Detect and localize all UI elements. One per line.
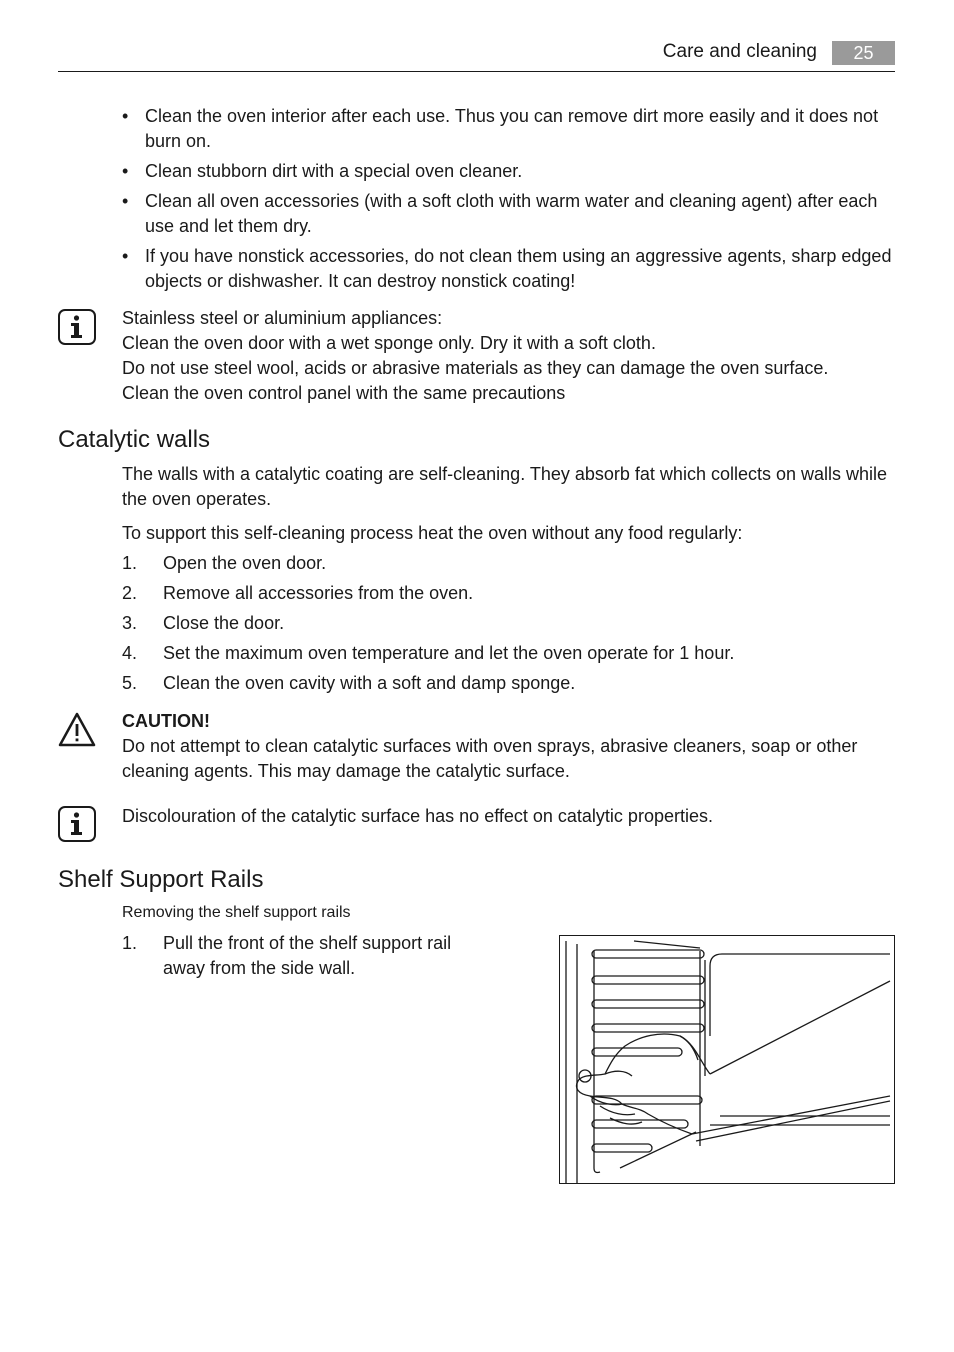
- note-title: Stainless steel or aluminium appliances:: [122, 308, 443, 328]
- shelf-subheading: Removing the shelf support rails: [122, 904, 351, 921]
- step-item: 4. Set the maximum oven temperature and let the oven operate for 1 hour.: [122, 643, 735, 663]
- catalytic-paragraph-2: To support this self-cleaning process heat the oven without any food regularly:: [122, 523, 743, 543]
- caution-title: CAUTION!: [122, 711, 210, 731]
- section-title: Care and cleaning: [662, 41, 817, 62]
- warning-icon: [57, 711, 97, 749]
- cleaning-tips-list: [122, 104, 892, 299]
- page-number: 25: [832, 41, 895, 65]
- page-header: [58, 38, 895, 72]
- step-item: 3. Close the door.: [122, 613, 285, 633]
- catalytic-steps: [122, 551, 882, 701]
- shelf-heading: Shelf Support Rails: [58, 866, 264, 893]
- info-icon: [58, 309, 96, 345]
- list-item: • If you have nonstick accessories, do not clean them using an aggressive agents, sharp edged objects or dishwasher. It can destroy nonstick coating!: [122, 244, 892, 294]
- note-line: Clean the oven door with a wet sponge only. Dry it with a soft cloth.: [122, 333, 656, 353]
- step-item: 1. Open the oven door.: [122, 553, 327, 573]
- shelf-rail-illustration: [559, 935, 895, 1184]
- list-item: • Clean the oven interior after each use. Thus you can remove dirt more easily and it does not burn on.: [122, 104, 892, 154]
- info-note-stainless: [122, 306, 902, 406]
- step-text: Pull the front of the shelf support rail away from the side wall.: [163, 933, 452, 978]
- list-item: • Clean all oven accessories (with a soft cloth with warm water and cleaning agent) after each use and let them dry.: [122, 189, 892, 239]
- step-number: 1.: [122, 933, 138, 953]
- caution-note: [122, 709, 902, 784]
- step-item: 5. Clean the oven cavity with a soft and damp sponge.: [122, 673, 576, 693]
- note-line: Do not use steel wool, acids or abrasive materials as they can damage the oven surface.: [122, 358, 829, 378]
- note-line: Clean the oven control panel with the same precautions: [122, 383, 566, 403]
- catalytic-heading: Catalytic walls: [58, 426, 211, 453]
- info-icon: [58, 806, 96, 842]
- caution-text: Do not attempt to clean catalytic surfaces with oven sprays, abrasive cleaners, soap or other cleaning agents. This may damage the catalytic surface.: [122, 736, 858, 781]
- list-item: • Clean stubborn dirt with a special oven cleaner.: [122, 159, 892, 184]
- shelf-step: [122, 931, 492, 981]
- catalytic-paragraph-1: The walls with a catalytic coating are self-cleaning. They absorb fat which collects on walls while the oven operates.: [122, 464, 888, 509]
- info-note-discolouration: Discolouration of the catalytic surface has no effect on catalytic properties.: [122, 806, 713, 826]
- step-item: 2. Remove all accessories from the oven.: [122, 583, 474, 603]
